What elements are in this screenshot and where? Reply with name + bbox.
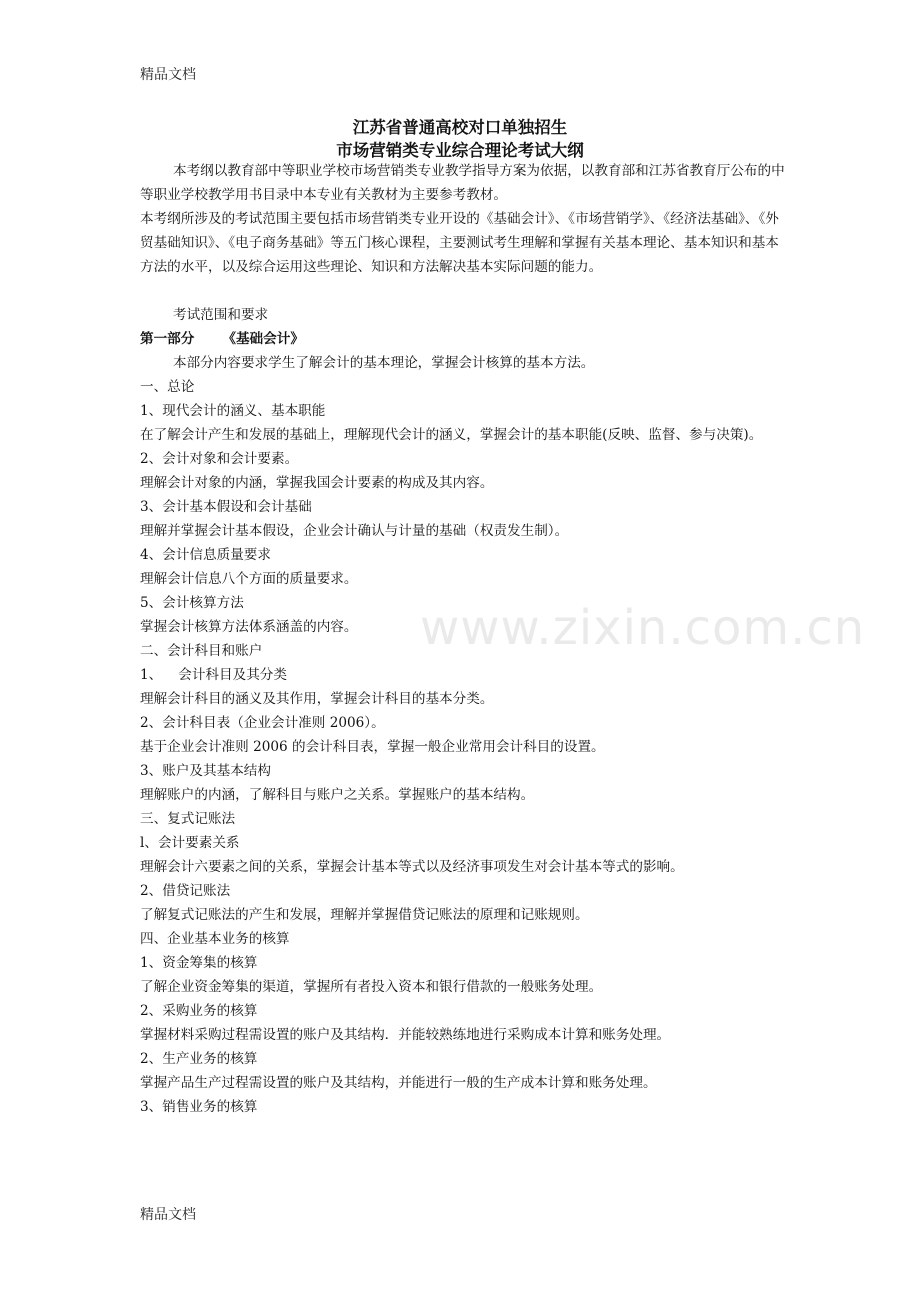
scope-heading: 考试范围和要求 <box>173 307 269 323</box>
content-line: 三、复式记账法 <box>140 811 236 827</box>
part1-label: 第一部分 <box>140 331 195 347</box>
watermark: www.zixin.com.cn <box>420 600 866 656</box>
content-line: 了解复式记账法的产生和发展，理解并掌握借贷记账法的原理和记账规则。 <box>140 907 589 923</box>
page-header: 精品文档 <box>140 67 196 83</box>
content-line: 2、借贷记账法 <box>140 883 231 899</box>
content-line: 理解并掌握会计基本假设，企业会计确认与计量的基础（权责发生制）。 <box>140 523 569 539</box>
content-line: 2、会计对象和会计要素。 <box>140 451 299 467</box>
content-line: 基于企业会计准则 2006 的会计科目表，掌握一般企业常用会计科目的设置。 <box>140 739 605 755</box>
blank-line <box>140 279 788 303</box>
content-line: 2、会计科目表（企业会计准则 2006）。 <box>140 715 385 731</box>
content-line: 了解企业资金筹集的渠道，掌握所有者投入资本和银行借款的一般账务处理。 <box>140 979 603 995</box>
content-line: 理解账户的内涵，了解科目与账户之关系。掌握账户的基本结构。 <box>140 787 535 803</box>
content-line: 理解会计科目的涵义及其作用，掌握会计科目的基本分类。 <box>140 691 494 707</box>
item-number: 1、 <box>140 667 163 683</box>
document-body <box>140 159 788 1119</box>
content-line <box>140 663 788 687</box>
item-text: 会计科目及其分类 <box>178 667 287 683</box>
content-line: 3、账户及其基本结构 <box>140 763 271 779</box>
content-line: 3、会计基本假设和会计基础 <box>140 499 312 515</box>
part1-intro: 本部分内容要求学生了解会计的基本理论，掌握会计核算的基本方法。 <box>173 355 595 371</box>
content-line: 2、生产业务的核算 <box>140 1051 258 1067</box>
content-line: 二、会计科目和账户 <box>140 643 263 659</box>
intro-paragraph-2: 本考纲所涉及的考试范围主要包括市场营销类专业开设的《基础会计》、《市场营销学》、《经济法基础》、《外贸基础知识》、《电子商务基础》等五门核心课程，主要测试考生理解和掌握有关基本理论、基本知识和基本方法的水平，以及综合运用这些理论、知识和方法解决基本实际问题的能力。 <box>140 211 779 275</box>
part1-heading <box>140 327 788 351</box>
content-line: 2、采购业务的核算 <box>140 1003 258 1019</box>
content-line: 四、企业基本业务的核算 <box>140 931 290 947</box>
document-title-line1: 江苏省普通高校对口单独招生 <box>352 118 568 137</box>
content-line: 5、会计核算方法 <box>140 595 244 611</box>
content-line: 理解会计信息八个方面的质量要求。 <box>140 571 358 587</box>
content-line: 掌握材料采购过程需设置的账户及其结构．并能较熟练地进行采购成本计算和账务处理。 <box>140 1027 671 1043</box>
page-footer: 精品文档 <box>140 1207 196 1223</box>
content-line: 1、现代会计的涵义、基本职能 <box>140 403 326 419</box>
content-line: 在了解会计产生和发展的基础上，理解现代会计的涵义，掌握会计的基本职能(反映、监督、参与决策)。 <box>140 427 763 443</box>
content-line: 1、资金筹集的核算 <box>140 955 258 971</box>
content-line: 4、会计信息质量要求 <box>140 547 271 563</box>
part1-title: 《基础会计》 <box>222 331 304 347</box>
content-line: 掌握产品生产过程需设置的账户及其结构，并能进行一般的生产成本计算和账务处理。 <box>140 1075 657 1091</box>
content-line: 一、总论 <box>140 379 195 395</box>
content-line: l、会计要素关系 <box>140 835 240 851</box>
content-line: 3、销售业务的核算 <box>140 1099 258 1115</box>
intro-paragraph-1: 本考纲以教育部中等职业学校市场营销类专业教学指导方案为依据，以教育部和江苏省教育厅公布的中等职业学校教学用书目录中本专业有关教材为主要参考教材。 <box>140 163 785 203</box>
content-line: 掌握会计核算方法体系涵盖的内容。 <box>140 619 358 635</box>
content-line: 理解会计对象的内涵，掌握我国会计要素的构成及其内容。 <box>140 475 494 491</box>
document-title-line2: 市场营销类专业综合理论考试大纲 <box>336 141 584 160</box>
content-line: 理解会计六要素之间的关系，掌握会计基本等式以及经济事项发生对会计基本等式的影响。 <box>140 859 684 875</box>
